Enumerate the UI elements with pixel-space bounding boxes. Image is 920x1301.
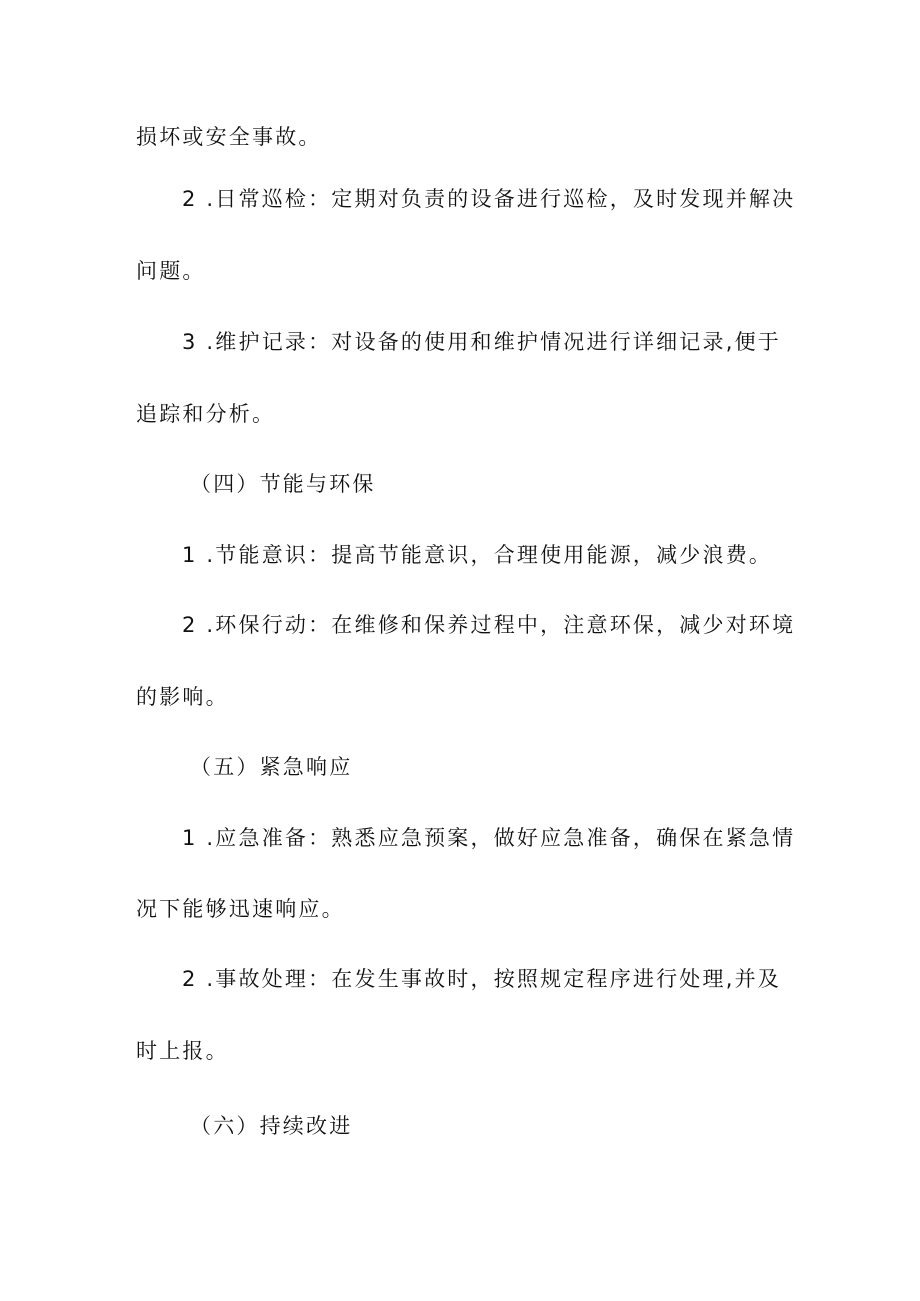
paragraph-line: 况下能够迅速响应。 [136,897,345,921]
section-heading: （六）持续改进 [190,1114,353,1138]
paragraph-line: 损坏或安全事故。 [136,125,322,149]
list-item-line: 2 .环保行动：在维修和保养过程中，注意环保，减少对环境 [182,613,796,637]
list-item-line: 1 .节能意识：提高节能意识，合理使用能源，减少浪费。 [182,543,773,567]
list-item-line: 2 .事故处理：在发生事故时，按照规定程序进行处理,并及 [182,967,781,991]
section-heading: （四）节能与环保 [190,472,376,496]
list-item-line: 1 .应急准备：熟悉应急预案，做好应急准备，确保在紧急情 [182,826,796,850]
list-item-line: 3 .维护记录：对设备的使用和维护情况进行详细记录,便于 [182,330,781,354]
paragraph-line: 问题。 [136,259,206,283]
paragraph-line: 时上报。 [136,1039,229,1063]
list-item-line: 2 .日常巡检：定期对负责的设备进行巡检，及时发现并解决 [182,187,796,211]
section-heading: （五）紧急响应 [190,755,353,779]
paragraph-line: 追踪和分析。 [136,402,276,426]
paragraph-line: 的影响。 [136,685,229,709]
